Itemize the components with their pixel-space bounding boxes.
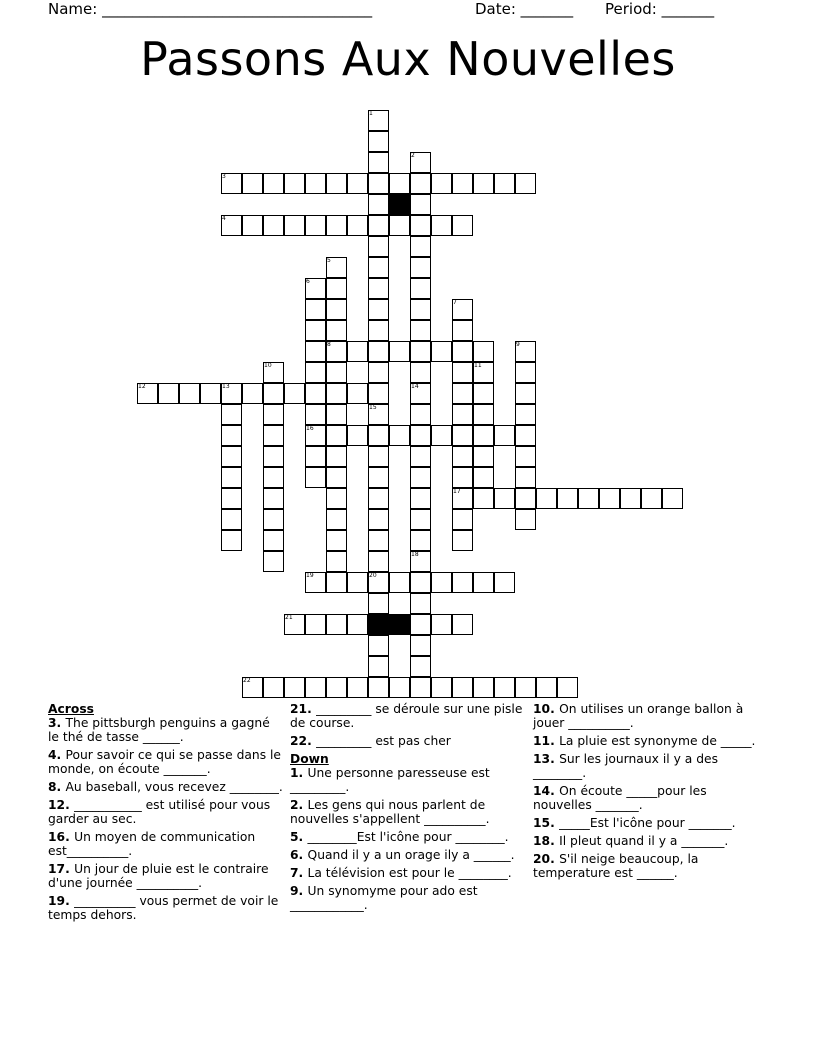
grid-cell[interactable] [389, 173, 410, 194]
grid-cell[interactable] [389, 425, 410, 446]
grid-cell[interactable] [263, 551, 284, 572]
clue-number-label: 6. [290, 848, 308, 862]
grid-cell[interactable] [410, 236, 431, 257]
grid-cell[interactable] [410, 530, 431, 551]
grid-cell[interactable] [473, 383, 494, 404]
grid-cell[interactable] [326, 299, 347, 320]
grid-cell[interactable] [284, 383, 305, 404]
clue-item [533, 702, 769, 730]
clue-item [290, 830, 526, 844]
grid-cell[interactable] [515, 509, 536, 530]
grid-cell[interactable] [368, 173, 389, 194]
grid-cell[interactable] [368, 593, 389, 614]
clue-number: 16 [306, 425, 314, 432]
grid-cell[interactable] [263, 425, 284, 446]
clue-text: _________ se déroule sur une pisle de course. [290, 702, 523, 730]
grid-cell[interactable] [368, 152, 389, 173]
grid-cell[interactable] [347, 341, 368, 362]
grid-cell[interactable] [494, 677, 515, 698]
grid-cell[interactable] [431, 614, 452, 635]
grid-cell[interactable] [410, 677, 431, 698]
grid-cell[interactable] [410, 278, 431, 299]
grid-cell[interactable] [452, 572, 473, 593]
clue-number-label: 10. [533, 702, 560, 716]
clue-item [533, 784, 769, 812]
clue-text: Un moyen de communication est__________. [48, 830, 256, 858]
grid-cell[interactable] [473, 404, 494, 425]
grid-cell[interactable] [368, 299, 389, 320]
grid-cell[interactable] [305, 383, 326, 404]
grid-cell[interactable] [284, 677, 305, 698]
grid-cell[interactable] [389, 215, 410, 236]
grid-cell[interactable] [221, 509, 242, 530]
grid-cell[interactable] [305, 299, 326, 320]
grid-cell[interactable] [347, 572, 368, 593]
clue-text: __________ vous permet de voir le temps dehors. [48, 894, 279, 922]
clue-number-label: 1. [290, 766, 308, 780]
grid-cell[interactable] [410, 425, 431, 446]
clue-text: La télévision est pour le ________. [307, 866, 512, 880]
grid-cell[interactable] [347, 215, 368, 236]
clue-text: ___________ est utilisé pour vous garder au sec. [48, 798, 271, 826]
grid-cell[interactable] [368, 551, 389, 572]
grid-cell[interactable] [515, 446, 536, 467]
grid-cell[interactable] [263, 677, 284, 698]
grid-cell[interactable] [326, 614, 347, 635]
clue-number-label: 8. [48, 780, 66, 794]
clue-text: _________ est pas cher [316, 734, 451, 748]
grid-cell[interactable] [368, 467, 389, 488]
grid-cell[interactable] [410, 446, 431, 467]
grid-cell[interactable] [389, 341, 410, 362]
grid-cell[interactable] [242, 215, 263, 236]
grid-cell[interactable] [494, 572, 515, 593]
grid-cell[interactable] [452, 530, 473, 551]
clue-number-label: 22. [290, 734, 317, 748]
grid-cell[interactable] [410, 635, 431, 656]
grid-cell[interactable] [662, 488, 683, 509]
grid-cell[interactable] [305, 446, 326, 467]
grid-cell[interactable] [347, 425, 368, 446]
grid-cell[interactable] [410, 194, 431, 215]
grid-cell[interactable] [557, 677, 578, 698]
grid-cell[interactable] [326, 572, 347, 593]
clue-number-label: 13. [533, 752, 560, 766]
grid-cell[interactable] [473, 446, 494, 467]
grid-cell[interactable] [515, 173, 536, 194]
clue-number: 19 [306, 572, 314, 579]
clue-number: 5 [327, 257, 331, 264]
grid-cell[interactable] [242, 173, 263, 194]
grid-cell[interactable] [410, 467, 431, 488]
grid-cell[interactable] [368, 341, 389, 362]
grid-cell[interactable] [410, 362, 431, 383]
grid-cell[interactable] [305, 215, 326, 236]
grid-cell[interactable] [452, 425, 473, 446]
clue-number-label: 19. [48, 894, 75, 908]
grid-cell[interactable] [452, 341, 473, 362]
grid-cell[interactable] [221, 425, 242, 446]
grid-cell[interactable] [368, 383, 389, 404]
grid-cell[interactable] [326, 446, 347, 467]
clue-item [290, 702, 526, 730]
grid-cell[interactable] [221, 467, 242, 488]
grid-cell[interactable] [431, 215, 452, 236]
grid-cell[interactable] [305, 614, 326, 635]
grid-cell[interactable] [347, 383, 368, 404]
grid-cell[interactable] [515, 404, 536, 425]
clue-number-label: 5. [290, 830, 308, 844]
grid-cell[interactable] [368, 425, 389, 446]
grid-cell[interactable] [452, 362, 473, 383]
clue-number: 4 [222, 215, 226, 222]
grid-cell[interactable] [263, 446, 284, 467]
clue-text: Sur les journaux il y a des ________. [533, 752, 718, 780]
grid-cell[interactable] [452, 446, 473, 467]
grid-cell[interactable] [326, 467, 347, 488]
grid-cell[interactable] [431, 677, 452, 698]
grid-cell[interactable] [326, 488, 347, 509]
grid-cell[interactable] [389, 677, 410, 698]
clue-number: 10 [264, 362, 272, 369]
grid-cell[interactable] [347, 677, 368, 698]
grid-cell[interactable] [410, 341, 431, 362]
grid-cell[interactable] [326, 215, 347, 236]
grid-cell[interactable] [326, 173, 347, 194]
clue-text: Un synomyme pour ado est ____________. [290, 884, 478, 912]
grid-cell[interactable] [620, 488, 641, 509]
grid-cell[interactable] [452, 404, 473, 425]
grid-cell[interactable] [326, 383, 347, 404]
grid-cell[interactable] [368, 131, 389, 152]
clue-number: 12 [138, 383, 146, 390]
clue-item [290, 848, 526, 862]
clue-text: The pittsburgh penguins a gagné le thé de tasse ______. [48, 716, 270, 744]
grid-cell[interactable] [473, 677, 494, 698]
grid-cell[interactable] [473, 425, 494, 446]
grid-cell[interactable] [410, 656, 431, 677]
clue-number: 15 [369, 404, 377, 411]
grid-cell[interactable] [452, 467, 473, 488]
clue-item [290, 866, 526, 880]
grid-cell[interactable] [368, 656, 389, 677]
clue-item [48, 780, 284, 794]
grid-cell[interactable] [221, 404, 242, 425]
clue-text: Au baseball, vous recevez ________. [65, 780, 283, 794]
grid-cell[interactable] [326, 404, 347, 425]
clue-text: S'il neige beaucoup, la temperature est ______. [533, 852, 699, 880]
clue-number: 7 [453, 299, 457, 306]
grid-cell[interactable] [410, 404, 431, 425]
name-field[interactable]: Name: ____________________________________ [48, 0, 373, 18]
grid-cell[interactable] [452, 677, 473, 698]
clue-text: Il pleut quand il y a _______. [559, 834, 729, 848]
clue-item [48, 716, 284, 744]
grid-cell [368, 614, 389, 635]
clue-number: 3 [222, 173, 226, 180]
clue-item [290, 884, 526, 912]
grid-cell[interactable] [368, 635, 389, 656]
grid-cell[interactable] [263, 173, 284, 194]
grid-cell[interactable] [494, 488, 515, 509]
grid-cell[interactable] [494, 425, 515, 446]
grid-cell[interactable] [368, 362, 389, 383]
grid-cell[interactable] [326, 320, 347, 341]
grid-cell[interactable] [221, 530, 242, 551]
clue-item [48, 894, 284, 922]
grid-cell[interactable] [431, 425, 452, 446]
grid-cell[interactable] [368, 257, 389, 278]
grid-cell[interactable] [431, 572, 452, 593]
clue-text: ________Est l'icône pour ________. [307, 830, 509, 844]
grid-cell[interactable] [473, 173, 494, 194]
grid-cell[interactable] [263, 530, 284, 551]
grid-cell[interactable] [578, 488, 599, 509]
grid-cell[interactable] [263, 509, 284, 530]
grid-cell[interactable] [326, 677, 347, 698]
grid-cell[interactable] [305, 467, 326, 488]
grid-cell[interactable] [515, 425, 536, 446]
grid-cell[interactable] [200, 383, 221, 404]
grid-cell[interactable] [389, 572, 410, 593]
across-heading: Across [48, 702, 94, 716]
clue-item [48, 798, 284, 826]
grid-cell[interactable] [305, 173, 326, 194]
grid-cell[interactable] [326, 509, 347, 530]
clue-number: 6 [306, 278, 310, 285]
clue-item [290, 766, 526, 794]
grid-cell[interactable] [284, 173, 305, 194]
grid-cell[interactable] [347, 173, 368, 194]
grid-cell[interactable] [368, 194, 389, 215]
clue-number: 2 [411, 152, 415, 159]
grid-cell[interactable] [410, 257, 431, 278]
grid-cell[interactable] [263, 215, 284, 236]
grid-cell[interactable] [557, 488, 578, 509]
grid-cell[interactable] [305, 362, 326, 383]
grid-cell[interactable] [410, 488, 431, 509]
grid-cell[interactable] [452, 215, 473, 236]
grid-cell[interactable] [452, 614, 473, 635]
grid-cell[interactable] [515, 467, 536, 488]
clue-number: 18 [411, 551, 419, 558]
grid-cell[interactable] [494, 173, 515, 194]
grid-cell[interactable] [347, 614, 368, 635]
page-title: Passons Aux Nouvelles [140, 32, 676, 86]
grid-cell[interactable] [410, 320, 431, 341]
grid-cell[interactable] [368, 677, 389, 698]
grid-cell[interactable] [305, 404, 326, 425]
grid-cell[interactable] [431, 173, 452, 194]
clue-number-label: 2. [290, 798, 308, 812]
clue-item [48, 748, 284, 776]
clue-number-label: 7. [290, 866, 308, 880]
grid-cell[interactable] [515, 362, 536, 383]
grid-cell[interactable] [221, 488, 242, 509]
clue-number-label: 21. [290, 702, 317, 716]
clue-number-label: 14. [533, 784, 560, 798]
grid-cell[interactable] [368, 488, 389, 509]
grid-cell[interactable] [305, 677, 326, 698]
clue-text: On utilises un orange ballon à jouer __________. [533, 702, 744, 730]
grid-cell[interactable] [284, 215, 305, 236]
grid-cell[interactable] [368, 446, 389, 467]
clue-number: 21 [285, 614, 293, 621]
clue-number: 13 [222, 383, 230, 390]
clue-text: Quand il y a un orage ily a ______. [307, 848, 515, 862]
clue-number: 20 [369, 572, 377, 579]
clue-item [290, 734, 526, 748]
grid-cell[interactable] [410, 509, 431, 530]
grid-cell[interactable] [410, 215, 431, 236]
down-heading: Down [290, 752, 329, 766]
grid-cell[interactable] [368, 530, 389, 551]
grid-cell[interactable] [263, 488, 284, 509]
grid-cell[interactable] [326, 278, 347, 299]
grid-cell [389, 614, 410, 635]
clue-text: Un jour de pluie est le contraire d'une journée __________. [48, 862, 269, 890]
grid-cell[interactable] [368, 509, 389, 530]
grid-cell[interactable] [263, 383, 284, 404]
clue-number-label: 12. [48, 798, 75, 812]
clue-text: On écoute _____pour les nouvelles _______. [533, 784, 707, 812]
grid-cell[interactable] [179, 383, 200, 404]
clue-number: 17 [453, 488, 461, 495]
clue-item [533, 834, 769, 848]
clue-number-label: 4. [48, 748, 66, 762]
grid-cell[interactable] [410, 614, 431, 635]
grid-cell[interactable] [473, 572, 494, 593]
grid-cell[interactable] [410, 173, 431, 194]
clue-text: La pluie est synonyme de _____. [559, 734, 756, 748]
grid-cell[interactable] [305, 320, 326, 341]
grid-cell[interactable] [452, 173, 473, 194]
grid-cell[interactable] [326, 530, 347, 551]
clue-item [290, 798, 526, 826]
clue-number: 22 [243, 677, 251, 684]
clues-column-3 [533, 702, 769, 884]
grid-cell[interactable] [515, 383, 536, 404]
grid-cell[interactable] [368, 320, 389, 341]
clue-number-label: 15. [533, 816, 560, 830]
grid-cell[interactable] [263, 404, 284, 425]
grid-cell[interactable] [410, 593, 431, 614]
grid-cell[interactable] [263, 467, 284, 488]
grid-cell[interactable] [536, 677, 557, 698]
clue-item [48, 830, 284, 858]
clue-number-label: 3. [48, 716, 66, 730]
clue-text: Une personne paresseuse est _________. [290, 766, 490, 794]
grid-cell[interactable] [515, 677, 536, 698]
grid-cell[interactable] [536, 488, 557, 509]
clue-item [48, 862, 284, 890]
grid-cell[interactable] [410, 572, 431, 593]
grid-cell-black [389, 194, 410, 215]
grid-cell[interactable] [515, 488, 536, 509]
grid-cell[interactable] [641, 488, 662, 509]
clue-text: Les gens qui nous parlent de nouvelles s'appellent __________. [290, 798, 490, 826]
clue-number: 14 [411, 383, 419, 390]
clues-column-2 [290, 702, 526, 916]
period-field[interactable]: Period: _______ [605, 0, 715, 18]
clue-number-label: 9. [290, 884, 308, 898]
clue-number: 1 [369, 110, 373, 117]
grid-cell[interactable] [158, 383, 179, 404]
grid-cell[interactable] [599, 488, 620, 509]
clue-number-label: 20. [533, 852, 560, 866]
grid-cell[interactable] [326, 551, 347, 572]
clue-number-label: 16. [48, 830, 75, 844]
grid-cell[interactable] [410, 299, 431, 320]
grid-cell[interactable] [473, 488, 494, 509]
grid-cell[interactable] [473, 467, 494, 488]
grid-cell[interactable] [305, 341, 326, 362]
grid-cell[interactable] [242, 383, 263, 404]
grid-cell[interactable] [473, 341, 494, 362]
grid-cell[interactable] [368, 278, 389, 299]
clue-item [533, 852, 769, 880]
grid-cell[interactable] [221, 446, 242, 467]
grid-cell[interactable] [368, 236, 389, 257]
clue-number: 9 [516, 341, 520, 348]
clues-column-1 [48, 702, 284, 926]
clue-text: Pour savoir ce qui se passe dans le monde, on écoute _______. [48, 748, 281, 776]
clue-number: 11 [474, 362, 482, 369]
clue-number: 8 [327, 341, 331, 348]
grid-cell[interactable] [452, 320, 473, 341]
clue-number-label: 18. [533, 834, 560, 848]
clue-item [533, 752, 769, 780]
clue-item [533, 816, 769, 830]
grid-cell[interactable] [452, 383, 473, 404]
clue-number-label: 11. [533, 734, 560, 748]
grid-cell[interactable] [326, 425, 347, 446]
clue-item [533, 734, 769, 748]
date-field[interactable]: Date: _______ [475, 0, 574, 18]
clue-number-label: 17. [48, 862, 75, 876]
grid-cell[interactable] [452, 509, 473, 530]
clue-text: _____Est l'icône pour _______. [559, 816, 736, 830]
grid-cell[interactable] [431, 341, 452, 362]
grid-cell[interactable] [326, 362, 347, 383]
grid-cell[interactable] [368, 215, 389, 236]
